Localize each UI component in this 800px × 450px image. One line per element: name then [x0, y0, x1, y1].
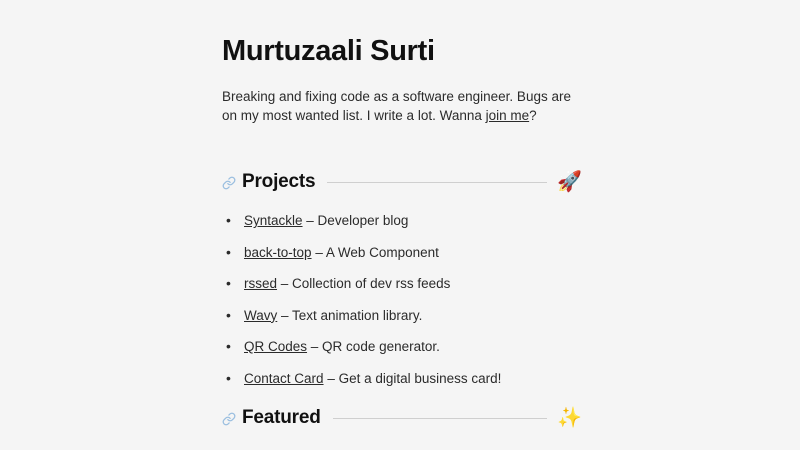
project-link[interactable]: Wavy — [244, 307, 278, 323]
section-projects — [222, 168, 582, 401]
section-divider — [333, 418, 547, 419]
section-featured — [222, 404, 582, 432]
list-item — [222, 275, 582, 293]
project-description: – Text animation library. — [281, 307, 423, 323]
header-block — [222, 34, 582, 126]
list-item — [222, 338, 582, 356]
link-icon[interactable] — [222, 176, 236, 190]
list-item — [222, 244, 582, 262]
list-item — [222, 307, 582, 325]
intro-paragraph — [222, 87, 574, 126]
projects-list — [222, 212, 582, 387]
project-description: – Developer blog — [306, 213, 409, 228]
page-title: Murtuzaali Surti — [222, 35, 435, 67]
section-divider — [327, 182, 547, 183]
project-link[interactable]: back-to-top — [244, 244, 312, 260]
project-link[interactable]: rssed — [244, 276, 278, 292]
section-projects-header — [222, 168, 582, 196]
sparkles-emoji: ✨ — [557, 407, 582, 429]
list-item — [222, 370, 582, 388]
intro-text-before: Breaking and fixing code as a software engineer. Bugs are on my most wanted list. I write a lot. Wanna — [222, 88, 571, 124]
project-description: – Collection of dev rss feeds — [280, 276, 451, 292]
section-featured-title: Featured — [242, 407, 321, 428]
project-description: – A Web Component — [315, 244, 439, 260]
project-link[interactable]: Contact Card — [244, 370, 324, 386]
project-description: – QR code generator. — [310, 339, 440, 355]
section-featured-header — [222, 404, 582, 432]
project-link[interactable]: Syntackle — [244, 213, 303, 228]
list-item — [222, 212, 582, 230]
intro-text-after: ? — [529, 108, 537, 124]
join-me-link[interactable]: join me — [485, 108, 530, 124]
link-icon[interactable] — [222, 412, 236, 426]
project-link[interactable]: QR Codes — [244, 339, 308, 355]
rocket-emoji: 🚀 — [557, 171, 582, 193]
section-projects-title: Projects — [242, 171, 316, 192]
project-description: – Get a digital business card! — [327, 370, 502, 386]
